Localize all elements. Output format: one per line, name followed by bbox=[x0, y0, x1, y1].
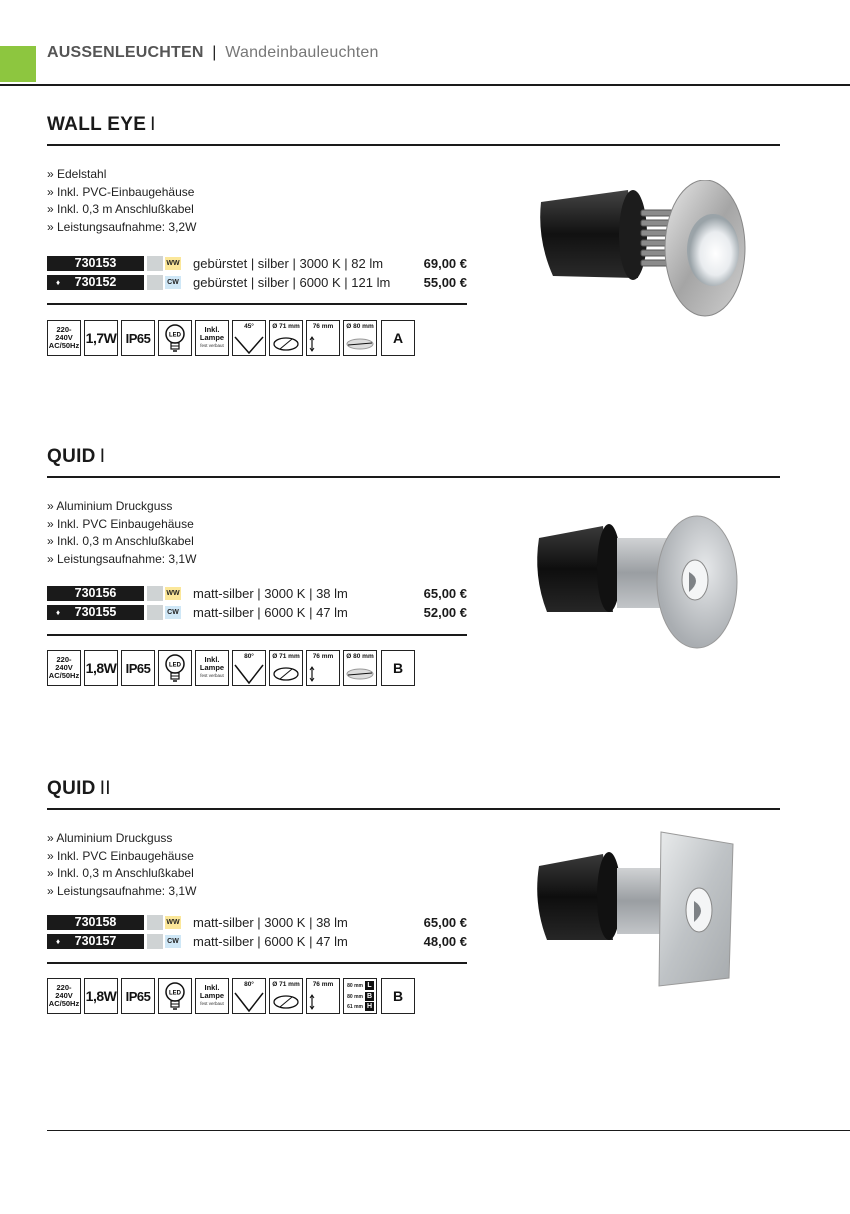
product-name: QUID bbox=[47, 778, 96, 799]
finish-swatch bbox=[147, 934, 163, 949]
feature-list bbox=[47, 498, 196, 569]
color-temp-badge: CW bbox=[165, 276, 181, 289]
variant-row bbox=[47, 915, 467, 931]
color-temp-badge: WW bbox=[165, 916, 181, 929]
article-number: ♦ 730155 bbox=[47, 605, 144, 620]
spec-icons bbox=[47, 320, 427, 356]
variant-description: matt-silber | 6000 K | 47 lm bbox=[193, 605, 348, 620]
product-title bbox=[47, 114, 156, 136]
energy-class-icon: B bbox=[381, 650, 415, 686]
variant-rule bbox=[47, 303, 467, 305]
led-bulb-icon bbox=[158, 978, 192, 1014]
cutout-diameter-icon: Ø 71 mm bbox=[269, 320, 303, 356]
variant-rule bbox=[47, 634, 467, 636]
voltage-icon: 220-240V AC/50Hz bbox=[47, 320, 81, 356]
voltage-icon: 220-240V AC/50Hz bbox=[47, 650, 81, 686]
variant-row bbox=[47, 605, 467, 621]
article-number: ♦ 730157 bbox=[47, 934, 144, 949]
energy-class-icon: B bbox=[381, 978, 415, 1014]
product-name: QUID bbox=[47, 446, 96, 467]
color-temp-badge: WW bbox=[165, 257, 181, 270]
header-category: AUSSENLEUCHTEN bbox=[47, 44, 204, 61]
svg-text:LED: LED bbox=[169, 990, 181, 997]
product-title bbox=[47, 778, 111, 800]
wattage-icon: 1,8W bbox=[84, 650, 118, 686]
diamond-marker-icon: ♦ bbox=[56, 937, 61, 946]
feature-item: » Leistungsaufnahme: 3,2W bbox=[47, 220, 197, 235]
product-photo-wall-eye bbox=[533, 180, 753, 335]
variant-description: gebürstet | silber | 3000 K | 82 lm bbox=[193, 256, 384, 271]
product-suffix: I bbox=[99, 446, 106, 467]
color-temp-badge: WW bbox=[165, 587, 181, 600]
finish-swatch bbox=[147, 586, 163, 601]
ip-rating-icon: IP65 bbox=[121, 650, 155, 686]
feature-item: » Leistungsaufnahme: 3,1W bbox=[47, 884, 197, 899]
feature-item: » Aluminium Druckguss bbox=[47, 499, 173, 513]
variant-rule bbox=[47, 962, 467, 964]
svg-text:LED: LED bbox=[169, 662, 181, 669]
variant-description: gebürstet | silber | 6000 K | 121 lm bbox=[193, 275, 391, 290]
lamp-included-icon: Inkl. Lampe fest verbaut bbox=[195, 650, 229, 686]
feature-item: » Inkl. 0,3 m Anschlußkabel bbox=[47, 202, 194, 217]
article-number: 730156 bbox=[47, 586, 144, 601]
finish-swatch bbox=[147, 915, 163, 930]
footer-rule bbox=[47, 1130, 850, 1131]
feature-list bbox=[47, 166, 196, 237]
product-photo-quid-2 bbox=[533, 830, 753, 995]
product-photo-quid-1 bbox=[533, 510, 753, 660]
product-suffix: II bbox=[99, 778, 111, 799]
ip-rating-icon: IP65 bbox=[121, 320, 155, 356]
variant-price: 55,00 € bbox=[423, 275, 467, 290]
variant-row bbox=[47, 256, 467, 272]
svg-text:LED: LED bbox=[169, 332, 181, 339]
beam-angle-icon: 80° bbox=[232, 978, 266, 1014]
finish-swatch bbox=[147, 256, 163, 271]
cover-dimensions-icon: 80 mm L 80 mm B 61 mm H bbox=[343, 978, 377, 1014]
feature-item: » Aluminium Druckguss bbox=[47, 831, 173, 845]
variant-description: matt-silber | 3000 K | 38 lm bbox=[193, 586, 348, 601]
wattage-icon: 1,7W bbox=[84, 320, 118, 356]
color-temp-badge: CW bbox=[165, 935, 181, 948]
variant-price: 69,00 € bbox=[423, 256, 467, 271]
variant-price: 52,00 € bbox=[423, 605, 467, 620]
product-name: WALL EYE bbox=[47, 114, 147, 135]
page-header bbox=[47, 44, 379, 62]
led-bulb-icon bbox=[158, 320, 192, 356]
installation-depth-icon: 76 mm bbox=[306, 650, 340, 686]
variant-row bbox=[47, 275, 467, 291]
article-number: 730153 bbox=[47, 256, 144, 271]
feature-item: » Inkl. 0,3 m Anschlußkabel bbox=[47, 534, 194, 549]
color-temp-badge: CW bbox=[165, 606, 181, 619]
lamp-included-icon: Inkl. Lampe fest verbaut bbox=[195, 320, 229, 356]
section-color-tab bbox=[0, 46, 36, 82]
wattage-icon: 1,8W bbox=[84, 978, 118, 1014]
product-quid-1 bbox=[0, 446, 850, 746]
feature-item: » Inkl. PVC-Einbaugehäuse bbox=[47, 184, 195, 199]
cover-diameter-icon: Ø 80 mm bbox=[343, 650, 377, 686]
header-separator: | bbox=[212, 44, 217, 61]
variant-description: matt-silber | 3000 K | 38 lm bbox=[193, 915, 348, 930]
variant-price: 48,00 € bbox=[423, 934, 467, 949]
product-title bbox=[47, 446, 105, 468]
voltage-icon: 220-240V AC/50Hz bbox=[47, 978, 81, 1014]
cutout-diameter-icon: Ø 71 mm bbox=[269, 978, 303, 1014]
header-rule bbox=[0, 84, 850, 86]
feature-item: » Inkl. 0,3 m Anschlußkabel bbox=[47, 866, 194, 881]
lamp-included-icon: Inkl. Lampe fest verbaut bbox=[195, 978, 229, 1014]
energy-class-icon: A bbox=[381, 320, 415, 356]
title-rule bbox=[47, 144, 780, 146]
product-wall-eye bbox=[0, 114, 850, 414]
title-rule bbox=[47, 476, 780, 478]
feature-item: » Inkl. PVC Einbaugehäuse bbox=[47, 848, 194, 863]
installation-depth-icon: 76 mm bbox=[306, 320, 340, 356]
feature-item: » Edelstahl bbox=[47, 167, 107, 181]
product-suffix: I bbox=[150, 114, 156, 135]
diamond-marker-icon: ♦ bbox=[56, 608, 61, 617]
article-number: 730158 bbox=[47, 915, 144, 930]
finish-swatch bbox=[147, 275, 163, 290]
header-subcategory: Wandeinbauleuchten bbox=[225, 44, 379, 61]
beam-angle-icon: 45° bbox=[232, 320, 266, 356]
cutout-diameter-icon: Ø 71 mm bbox=[269, 650, 303, 686]
feature-item: » Leistungsaufnahme: 3,1W bbox=[47, 552, 197, 567]
ip-rating-icon: IP65 bbox=[121, 978, 155, 1014]
spec-icons bbox=[47, 650, 427, 686]
variant-row bbox=[47, 934, 467, 950]
product-quid-2 bbox=[0, 778, 850, 1078]
finish-swatch bbox=[147, 605, 163, 620]
variant-price: 65,00 € bbox=[423, 586, 467, 601]
title-rule bbox=[47, 808, 780, 810]
cover-diameter-icon: Ø 80 mm bbox=[343, 320, 377, 356]
variant-row bbox=[47, 586, 467, 602]
feature-item: » Inkl. PVC Einbaugehäuse bbox=[47, 516, 194, 531]
variant-price: 65,00 € bbox=[423, 915, 467, 930]
variant-description: matt-silber | 6000 K | 47 lm bbox=[193, 934, 348, 949]
led-bulb-icon bbox=[158, 650, 192, 686]
beam-angle-icon: 80° bbox=[232, 650, 266, 686]
article-number: ♦ 730152 bbox=[47, 275, 144, 290]
spec-icons bbox=[47, 978, 427, 1014]
installation-depth-icon: 76 mm bbox=[306, 978, 340, 1014]
diamond-marker-icon: ♦ bbox=[56, 278, 61, 287]
feature-list bbox=[47, 830, 196, 901]
